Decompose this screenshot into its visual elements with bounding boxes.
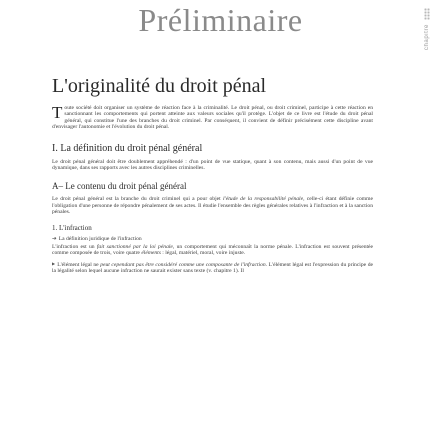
subsection-1-heading: 1. L'infraction bbox=[52, 223, 92, 232]
bullet-2-text bbox=[52, 261, 373, 275]
bullet-1-text bbox=[52, 244, 373, 257]
arrow-right-icon: ➔ bbox=[52, 235, 57, 242]
part-a-heading: A– Le contenu du droit pénal général bbox=[52, 181, 187, 192]
part-1-heading: I. La définition du droit pénal général bbox=[52, 142, 203, 154]
part-1-text: Le droit pénal général doit être doublement appréhendé : d'un point de vue statique, quant à son contenu, mais aussi d'un point de vue dynamique, dans ses rapports avec les autres disciplines criminelles. bbox=[52, 158, 373, 172]
bullet-1-intro-text: La définition juridique de l'infraction bbox=[58, 235, 142, 242]
bullet-2-emphasis: peut cependant pas être considéré comme une composante de l'infraction bbox=[100, 261, 266, 268]
bullet-2-text-end: . L'élément légal est l'expression du principe de la légalité selon lequel aucune infraction ne saurait exister sans texte (v. chapitre 1). Il bbox=[52, 261, 373, 275]
intro-text: oute société doit organiser un système de réaction face à la criminalité. Le droit pénal, ou droit criminel, participe à cette réaction en sanctionnant les comportements qui portent atteinte aux valeurs sociales qu'il protège. L'objet de ce livre est l'étude du droit pénal général, qui constitue l'une des branches du droit criminel. Par conséquent, il convient de définir précisément cette discipline avant d'envisager l'autonomie et l'évolution du droit pénal. bbox=[52, 105, 373, 131]
intro-paragraph bbox=[52, 105, 373, 131]
chapter-dots-decoration bbox=[424, 8, 430, 20]
triangle-bullet-icon: ▶ bbox=[52, 260, 56, 266]
bullet-1-text-start: L'infraction est un bbox=[52, 244, 97, 251]
bullet-1-emphasis-2: éléments bbox=[141, 250, 161, 257]
bullet-1-text-mid: , un comportement qui méconnaît la norme pénale. L'infraction est souvent présentée comme composée de trois, voire quatre bbox=[52, 244, 374, 257]
page-title: Préliminaire bbox=[138, 2, 303, 38]
section-title: L'originalité du droit pénal bbox=[52, 75, 267, 97]
main-content bbox=[52, 75, 373, 279]
part-a-emphasis: l'étude de la responsabilité pénale bbox=[223, 196, 304, 203]
bullet-1-text-end: : légal, matériel, moral, voire injuste. bbox=[160, 250, 246, 257]
drop-cap: T bbox=[52, 103, 63, 122]
bullet-2-text-start: L'élément légal ne bbox=[57, 261, 101, 268]
bullet-1-intro bbox=[52, 236, 373, 242]
bullet-1-emphasis: fait sanctionné par la loi pénale bbox=[96, 244, 173, 251]
chapter-label: chapitre bbox=[424, 24, 430, 51]
part-a-text-end: , celle-ci étant définie comme l'obligation d'une personne de répondre pénalement de ses actes. Il étudie l'ensemble des règles générales relatives à l'infraction et à la sanction pénales. bbox=[52, 196, 373, 216]
part-a-text bbox=[52, 196, 373, 215]
part-a-text-start: Le droit pénal général est la branche du droit criminel qui a pour objet bbox=[52, 196, 223, 203]
